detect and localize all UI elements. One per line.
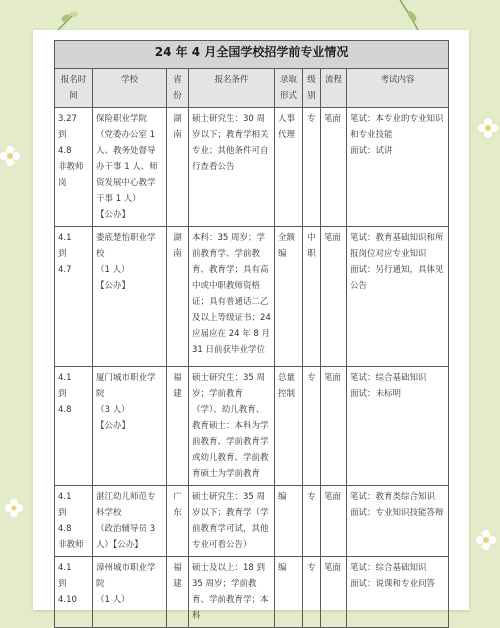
document-paper — [33, 30, 469, 621]
table-row — [55, 108, 449, 227]
table-header-row — [55, 69, 449, 108]
cell-time: 4.1 到 4.8 非教师 — [55, 486, 93, 557]
cell-exam: 笔试：综合基础知识 面试：未标明 — [347, 367, 449, 486]
recruitment-table — [54, 40, 449, 628]
cell-province: 福建 — [167, 557, 189, 628]
school-name: 娄底楚怡职业学校 （1 人） — [96, 233, 156, 275]
cell-level: 专 — [303, 486, 321, 557]
cell-level: 中职 — [303, 227, 321, 367]
cell-school — [93, 108, 167, 227]
header-time: 报名时间 — [55, 69, 93, 108]
cell-province: 湖南 — [167, 108, 189, 227]
cell-time: 3.27 到 4.8 非教师岗 — [55, 108, 93, 227]
cell-exam: 笔试：综合基础知识 面试：说课和专业问答 — [347, 557, 449, 628]
school-name: 保险职业学院（党委办公室 1 人、教务处督导办干事 1 人、师资发展中心教学干事 1 人） — [96, 114, 158, 204]
cell-time: 4.1 到 4.8 — [55, 367, 93, 486]
cell-admission: 编 — [275, 486, 303, 557]
table-row — [55, 486, 449, 557]
cell-process: 笔面 — [321, 486, 347, 557]
table-row — [55, 557, 449, 628]
header-school: 学校 — [93, 69, 167, 108]
cell-province: 广东 — [167, 486, 189, 557]
table-title: 24 年 4 月全国学校招学前专业情况 — [55, 41, 449, 69]
header-admission: 录取形式 — [275, 69, 303, 108]
cell-level: 专 — [303, 367, 321, 486]
cell-process: 笔面 — [321, 367, 347, 486]
table-row — [55, 227, 449, 367]
cell-process: 笔面 — [321, 227, 347, 367]
header-conditions: 报名条件 — [189, 69, 275, 108]
cell-conditions: 本科：35 周岁；学前教育学、学前教育、教育学；具有高中或中职教师资格证；具有普通话二乙及以上等级证书；24 应届应在 24 年 8 月 31 日前获毕业学位 — [189, 227, 275, 367]
cell-exam: 笔试：本专业的专业知识和专业技能 面试：试讲 — [347, 108, 449, 227]
cell-exam: 笔试：教育基础知识和所报岗位对应专业知识 面试：另行通知，具体见公告 — [347, 227, 449, 367]
cell-province: 福建 — [167, 367, 189, 486]
header-exam: 考试内容 — [347, 69, 449, 108]
cell-admission: 编 — [275, 557, 303, 628]
header-province: 省份 — [167, 69, 189, 108]
cell-time: 4.1 到 4.7 — [55, 227, 93, 367]
school-name: 厦门城市职业学院 （3 人） — [96, 373, 156, 415]
school-tag: 【公办】 — [96, 210, 131, 220]
cell-admission: 总量控制 — [275, 367, 303, 486]
cell-conditions: 硕士研究生：30 周岁以下；教育学相关专业；其他条件可自行查看公告 — [189, 108, 275, 227]
cell-time: 4.1 到 4.10 — [55, 557, 93, 628]
cell-admission: 全额编 — [275, 227, 303, 367]
cell-school — [93, 227, 167, 367]
cell-process: 笔面 — [321, 557, 347, 628]
cell-exam: 笔试：教育类综合知识 面试：专业知识技能答辩 — [347, 486, 449, 557]
header-process: 流程 — [321, 69, 347, 108]
cell-conditions: 硕士研究生：35 周岁以下；教育学（学前教育学可试，其他专业可看公告） — [189, 486, 275, 557]
cell-conditions: 硕士及以上：18 到 35 周岁；学前教育、学前教育学；本科 — [189, 557, 275, 628]
table-title-row — [55, 41, 449, 69]
cell-school — [93, 367, 167, 486]
cell-school: 漳州城市职业学院 （1 人） — [93, 557, 167, 628]
cell-conditions: 硕士研究生：35 周岁；学前教育（学）、幼儿教育、教育硕士：本科为学前教育、学前教育学或幼儿教育、学前教育硕士为学前教育 — [189, 367, 275, 486]
cell-school: 湛江幼儿师范专科学校 （政治辅导员 3 人）【公办】 — [93, 486, 167, 557]
cell-admission: 人事代理 — [275, 108, 303, 227]
school-tag: 【公办】 — [96, 281, 131, 291]
school-tag: 【公办】 — [96, 421, 131, 431]
cell-process: 笔面 — [321, 108, 347, 227]
cell-level: 专 — [303, 108, 321, 227]
header-level: 级别 — [303, 69, 321, 108]
cell-province: 湖南 — [167, 227, 189, 367]
cell-level: 专 — [303, 557, 321, 628]
table-row — [55, 367, 449, 486]
